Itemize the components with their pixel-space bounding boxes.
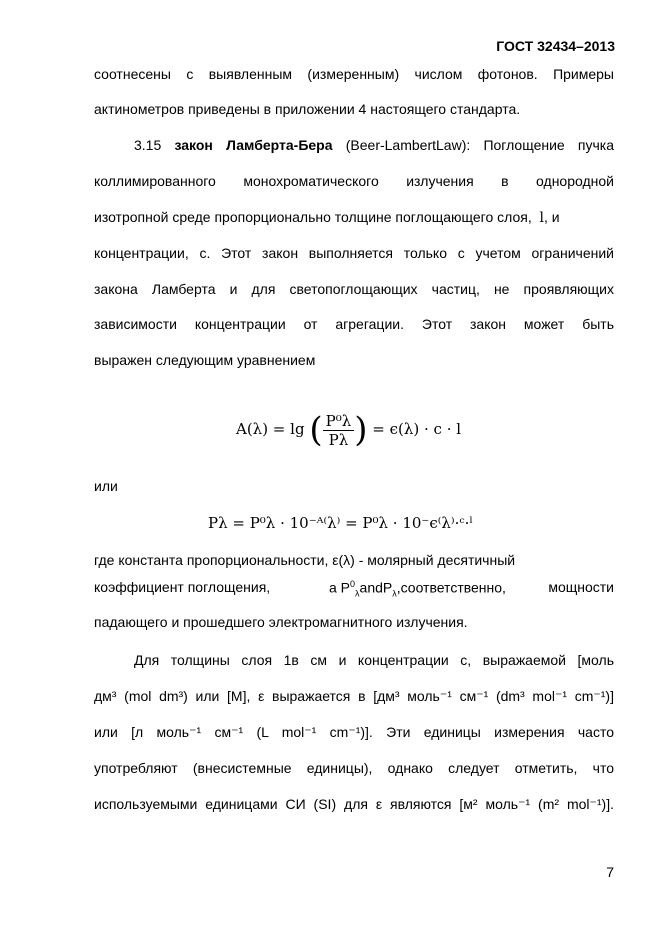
text-line: используемыми единицами СИ (SI) для ε являются [м² моль⁻¹ (m² mol⁻¹)].: [94, 796, 614, 812]
subscript: λ: [392, 588, 397, 599]
text-line: дм³ (mol dm³) или [M], ε выражается в [дм³ моль⁻¹ см⁻¹ (dm³ mol⁻¹ cm⁻¹)]: [94, 688, 614, 704]
transmission-formula: Pλ = P⁰λ · 10⁻ᴬ⁽λ⁾ = P⁰λ · 10⁻ϵ⁽λ⁾·ᶜ·ˡ: [208, 514, 473, 532]
text-line: зависимости концентрации от агрегации. Этот закон может быть: [94, 316, 614, 332]
text-fragment: ,соответственно,: [396, 579, 506, 596]
page-number: 7: [606, 864, 614, 880]
definition-heading: [134, 137, 614, 153]
standard-header: ГОСТ 32434–2013: [496, 38, 615, 54]
text-line: выражен следующим уравнением: [94, 352, 316, 368]
text-fragment: изотропной среде пропорционально толщине поглощающего слоя,: [94, 209, 532, 225]
text-line: соотнесены с выявленным (измеренным) числом фотонов. Примеры: [94, 66, 614, 82]
text-fragment: мощности: [548, 579, 614, 595]
fraction-denominator: Pλ: [328, 430, 349, 449]
text-line: или [л моль⁻¹ см⁻¹ (L mol⁻¹ cm⁻¹)]. Эти единицы измерения часто: [94, 724, 614, 740]
text-line: [94, 579, 614, 599]
formula-lhs: A(λ) = lg: [236, 420, 305, 438]
term-bold: закон Ламберта-Бера: [174, 137, 333, 153]
text-fragment: [329, 579, 506, 598]
clause-number: 3.15: [134, 137, 175, 153]
text-fragment: коэффициент поглощения,: [94, 579, 271, 595]
subscript: λ: [355, 588, 360, 599]
symbol-l: l: [539, 210, 544, 226]
text-line: или: [94, 478, 118, 494]
symbol-p: andP: [359, 579, 393, 596]
text-line: закона Ламберта и для светопоглощающих частиц, не проявляющих: [94, 281, 614, 297]
formula-rhs: = ϵ(λ) · c · l: [372, 420, 462, 438]
fraction: [323, 412, 355, 449]
left-paren: (: [309, 410, 323, 450]
text-line: падающего и прошедшего электромагнитного излучения.: [94, 614, 468, 630]
text-fragment: , и: [543, 209, 560, 225]
text-line: Для толщины слоя 1в см и концентрации с, выражаемой [моль: [134, 652, 614, 668]
text-line: актинометров приведены в приложении 4 настоящего стандарта.: [94, 101, 521, 117]
symbol-p: а P: [329, 579, 351, 596]
text-line: употребляют (внесистемные единицы), однако следует отметить, что: [94, 760, 614, 776]
text-line: где константа пропорциональности, ε(λ) - молярный десятичный: [94, 552, 516, 568]
term-rest: (Beer-LambertLaw): Поглощение пучка: [332, 137, 615, 153]
fraction-numerator: P⁰λ: [323, 412, 355, 431]
text-line: концентрации, с. Этот закон выполняется только с учетом ограничений: [94, 245, 614, 261]
superscript: 0: [350, 579, 356, 589]
text-line: [94, 209, 614, 226]
beer-lambert-formula: [236, 410, 461, 450]
right-paren: ): [354, 410, 368, 450]
text-line: коллимированного монохроматического излучения в однородной: [94, 173, 614, 189]
